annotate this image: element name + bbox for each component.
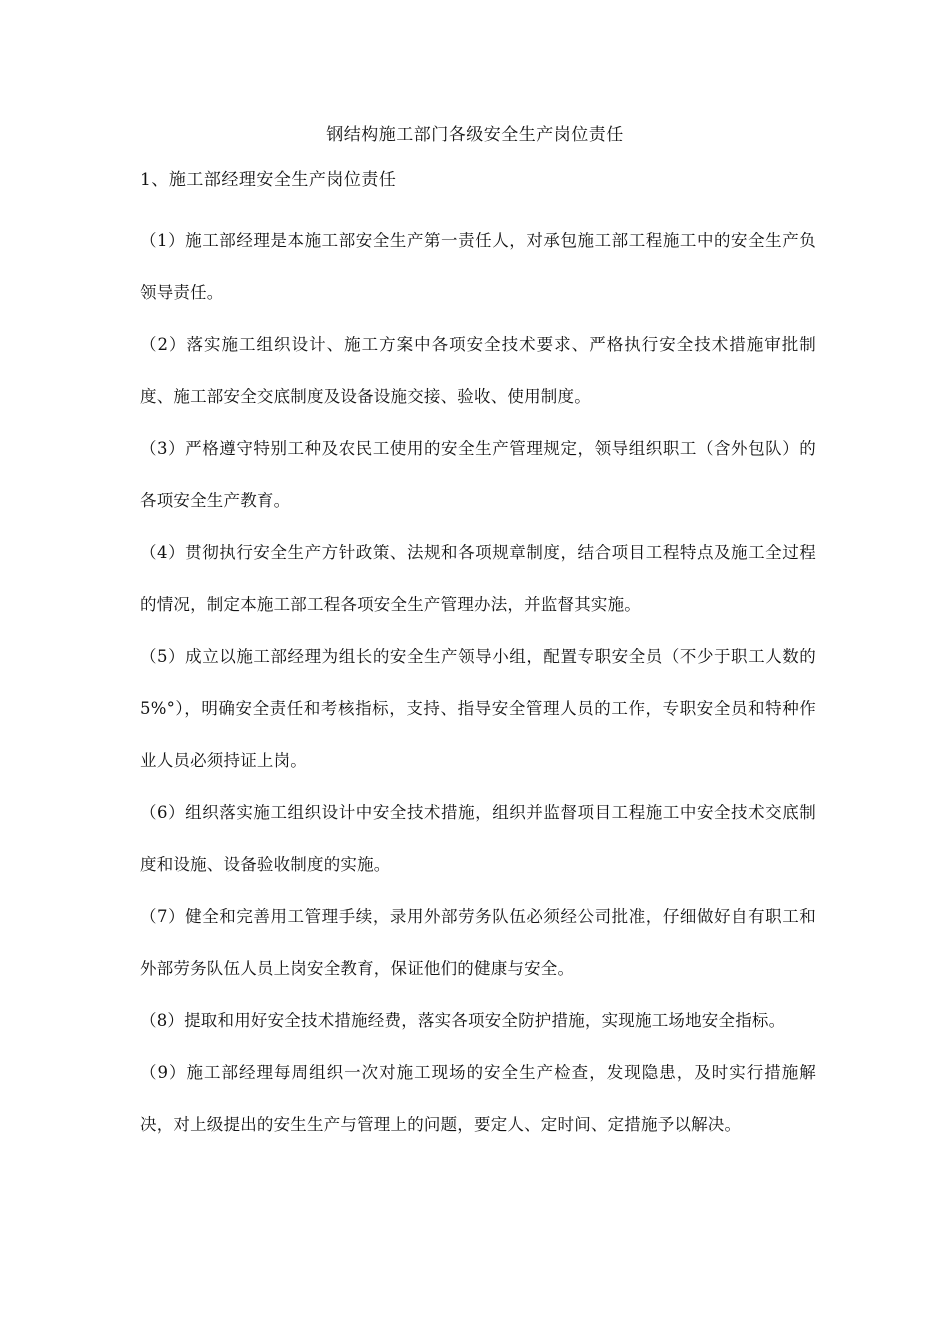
paragraph-7: （7）健全和完善用工管理手续，录用外部劳务队伍必须经公司批准，仔细做好自有职工和外部劳务队伍人员上岗安全教育，保证他们的健康与安全。 [140,907,816,978]
paragraph-5: （5）成立以施工部经理为组长的安全生产领导小组，配置专职安全员（不少于职工人数的 5%°），明确安全责任和考核指标，支持、指导安全管理人员的工作，专职安全员和特种作业人员必须持证上岗。 [140,647,816,770]
paragraph-4: （4）贯彻执行安全生产方针政策、法规和各项规章制度，结合项目工程特点及施工全过程的情况，制定本施工部工程各项安全生产管理办法，并监督其实施。 [140,543,816,614]
paragraph-9: （9）施工部经理每周组织一次对施工现场的安全生产检查，发现隐患，及时实行措施解决，对上级提出的安生生产与管理上的问题，要定人、定时间、定措施予以解决。 [140,1063,816,1134]
section-heading: 1、施工部经理安全生产岗位责任 [140,170,397,190]
paragraph-2: （2）落实施工组织设计、施工方案中各项安全技术要求、严格执行安全技术措施审批制度、施工部安全交底制度及设备设施交接、验收、使用制度。 [140,335,816,406]
document-body [140,215,816,1151]
paragraph-8: （8）提取和用好安全技术措施经费，落实各项安全防护措施，实现施工场地安全指标。 [140,1011,786,1030]
paragraph-1: （1）施工部经理是本施工部安全生产第一责任人，对承包施工部工程施工中的安全生产负领导责任。 [140,231,816,302]
document-title: 钢结构施工部门各级安全生产岗位责任 [326,125,624,145]
paragraph-6: （6）组织落实施工组织设计中安全技术措施，组织并监督项目工程施工中安全技术交底制度和设施、设备验收制度的实施。 [140,803,816,874]
paragraph-3: （3）严格遵守特别工种及农民工使用的安全生产管理规定，领导组织职工（含外包队）的各项安全生产教育。 [140,439,816,510]
